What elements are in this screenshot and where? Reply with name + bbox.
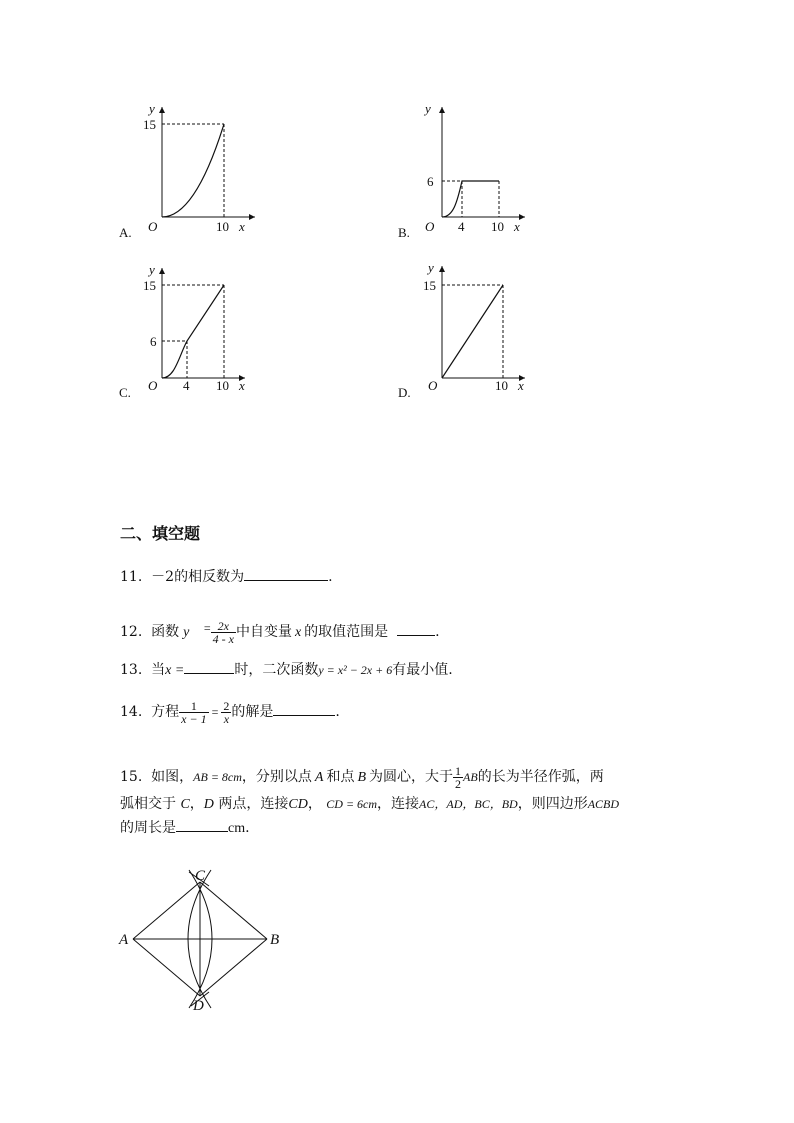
answer-blank[interactable] bbox=[176, 817, 228, 832]
y-tick: 6 bbox=[150, 334, 157, 349]
punct: . bbox=[435, 624, 440, 640]
question-13 bbox=[120, 659, 453, 682]
question-number: 15. bbox=[120, 769, 143, 785]
y-label: y bbox=[149, 101, 155, 116]
graph-curve bbox=[442, 181, 499, 217]
segment-cb bbox=[200, 882, 267, 939]
y-label: y bbox=[425, 101, 431, 116]
answer-blank[interactable] bbox=[397, 621, 435, 636]
frac-num: 2x bbox=[211, 620, 236, 633]
math-cd: CD = 6cm bbox=[326, 797, 378, 811]
y-tick: 15 bbox=[423, 278, 436, 293]
option-label: D. bbox=[398, 385, 411, 400]
fraction bbox=[221, 700, 231, 725]
question-text: 中自变量 bbox=[235, 624, 292, 640]
y-arrow-icon bbox=[439, 107, 445, 113]
question-text: 如图， bbox=[151, 769, 194, 785]
y-arrow-icon bbox=[439, 266, 445, 272]
x-tick: 10 bbox=[495, 378, 508, 393]
fraction-half bbox=[453, 765, 463, 790]
y-label: y bbox=[149, 262, 155, 277]
frac-den: x bbox=[223, 711, 230, 726]
punct: . bbox=[335, 704, 340, 720]
frac-den: 4 - x bbox=[212, 631, 234, 646]
question-number: 11. bbox=[120, 569, 143, 585]
origin-label: O bbox=[148, 378, 158, 393]
origin-label: O bbox=[428, 378, 438, 393]
graph-curve bbox=[162, 285, 224, 378]
question-text: ，分别以点 bbox=[241, 769, 312, 785]
quadrilateral: ACBD bbox=[587, 797, 620, 811]
x-label: x bbox=[239, 219, 245, 234]
segment-ad bbox=[133, 939, 200, 996]
punct: ， bbox=[307, 796, 322, 812]
segment-cd: CD bbox=[288, 797, 308, 812]
answer-blank[interactable] bbox=[184, 659, 234, 674]
answer-blank[interactable] bbox=[244, 566, 328, 581]
graph-curve bbox=[162, 124, 224, 217]
x-label: x bbox=[514, 219, 520, 234]
question-text: 两点，连接 bbox=[218, 796, 289, 812]
graph-a bbox=[115, 95, 265, 245]
question-15-line-2 bbox=[120, 793, 619, 816]
x-tick: 4 bbox=[183, 378, 190, 393]
question-text: 时，二次函数 bbox=[234, 662, 319, 678]
question-number: 13. bbox=[120, 662, 143, 678]
x-arrow-icon bbox=[249, 214, 255, 220]
origin-label: O bbox=[425, 219, 435, 234]
x-tick: 10 bbox=[216, 219, 229, 234]
point-d: D bbox=[203, 797, 214, 812]
x-label: x bbox=[518, 378, 524, 393]
question-number: 12. bbox=[120, 624, 143, 640]
question-text: 的长为半径作弧，两 bbox=[477, 769, 604, 785]
question-15-line-3 bbox=[120, 817, 250, 840]
y-arrow-icon bbox=[159, 268, 165, 274]
question-text: 的解是 bbox=[231, 704, 274, 720]
var-y: y bbox=[183, 625, 190, 640]
answer-blank[interactable] bbox=[273, 701, 335, 716]
x-label: x bbox=[239, 378, 245, 393]
option-label: A. bbox=[119, 225, 132, 240]
unit: cm bbox=[228, 821, 246, 836]
section-title: 二、填空题 bbox=[120, 524, 201, 543]
y-tick: 15 bbox=[143, 117, 156, 132]
segments: AC，AD，BC，BD bbox=[419, 797, 518, 811]
var-x: x bbox=[294, 625, 302, 640]
question-text: 的取值范围是 bbox=[304, 624, 389, 640]
question-text: 为圆心，大于 bbox=[369, 769, 454, 785]
question-text: 的周长是 bbox=[120, 820, 176, 836]
question-text: ，连接 bbox=[377, 796, 420, 812]
label-c: C bbox=[195, 868, 206, 884]
segment-ac bbox=[133, 882, 200, 939]
math-x: x = bbox=[165, 663, 185, 678]
punct: ， bbox=[189, 796, 204, 812]
frac-den: x − 1 bbox=[181, 711, 207, 726]
question-15-line-1 bbox=[120, 764, 604, 791]
frac-num: 1 bbox=[455, 763, 462, 778]
y-label: y bbox=[428, 260, 434, 275]
question-12 bbox=[120, 614, 440, 647]
label-b: B bbox=[270, 932, 280, 948]
graph-d bbox=[395, 256, 545, 406]
fraction bbox=[211, 620, 236, 645]
question-text: 和点 bbox=[326, 769, 355, 785]
frac-num: 1 bbox=[179, 700, 208, 713]
math-function: y = x² − 2x + 6 bbox=[318, 663, 393, 677]
point-c: C bbox=[180, 797, 190, 812]
x-tick: 10 bbox=[216, 378, 229, 393]
y-tick: 15 bbox=[143, 278, 156, 293]
origin-label: O bbox=[148, 219, 158, 234]
question-11 bbox=[120, 566, 333, 588]
x-tick: 10 bbox=[491, 219, 504, 234]
frac-num: 2 bbox=[223, 698, 230, 713]
option-label: B. bbox=[398, 225, 410, 240]
question-text: ，则四边形 bbox=[517, 796, 588, 812]
equals: = bbox=[211, 705, 219, 719]
x-tick: 4 bbox=[458, 219, 465, 234]
punct: . bbox=[245, 820, 250, 836]
question-number: 14. bbox=[120, 704, 143, 720]
label-a: A bbox=[119, 932, 129, 948]
graph-line bbox=[442, 285, 503, 378]
option-label: C. bbox=[119, 385, 131, 400]
math-ab: AB bbox=[463, 770, 478, 784]
question-text: 当 bbox=[151, 662, 166, 678]
question-text: 方程 bbox=[151, 704, 180, 720]
segment-db bbox=[200, 939, 267, 996]
frac-den: 2 bbox=[455, 776, 462, 791]
graph-b bbox=[395, 95, 545, 245]
fraction bbox=[179, 700, 208, 725]
label-d: D bbox=[193, 998, 204, 1014]
question-text: 弧相交于 bbox=[120, 796, 176, 812]
math-ab: AB = 8cm bbox=[193, 770, 242, 784]
question-text: －2的相反数为 bbox=[151, 569, 245, 585]
question-text: 函数 bbox=[151, 624, 180, 640]
graph-c bbox=[115, 256, 265, 406]
y-arrow-icon bbox=[159, 107, 165, 113]
point-b: B bbox=[357, 770, 367, 785]
y-tick: 6 bbox=[427, 174, 434, 189]
question-text: 有最小值. bbox=[392, 662, 453, 678]
question-14 bbox=[120, 698, 340, 726]
punct: . bbox=[328, 569, 333, 585]
x-arrow-icon bbox=[519, 214, 525, 220]
equals: = bbox=[203, 621, 211, 635]
point-a: A bbox=[314, 770, 324, 785]
geometry-figure bbox=[115, 860, 295, 1020]
